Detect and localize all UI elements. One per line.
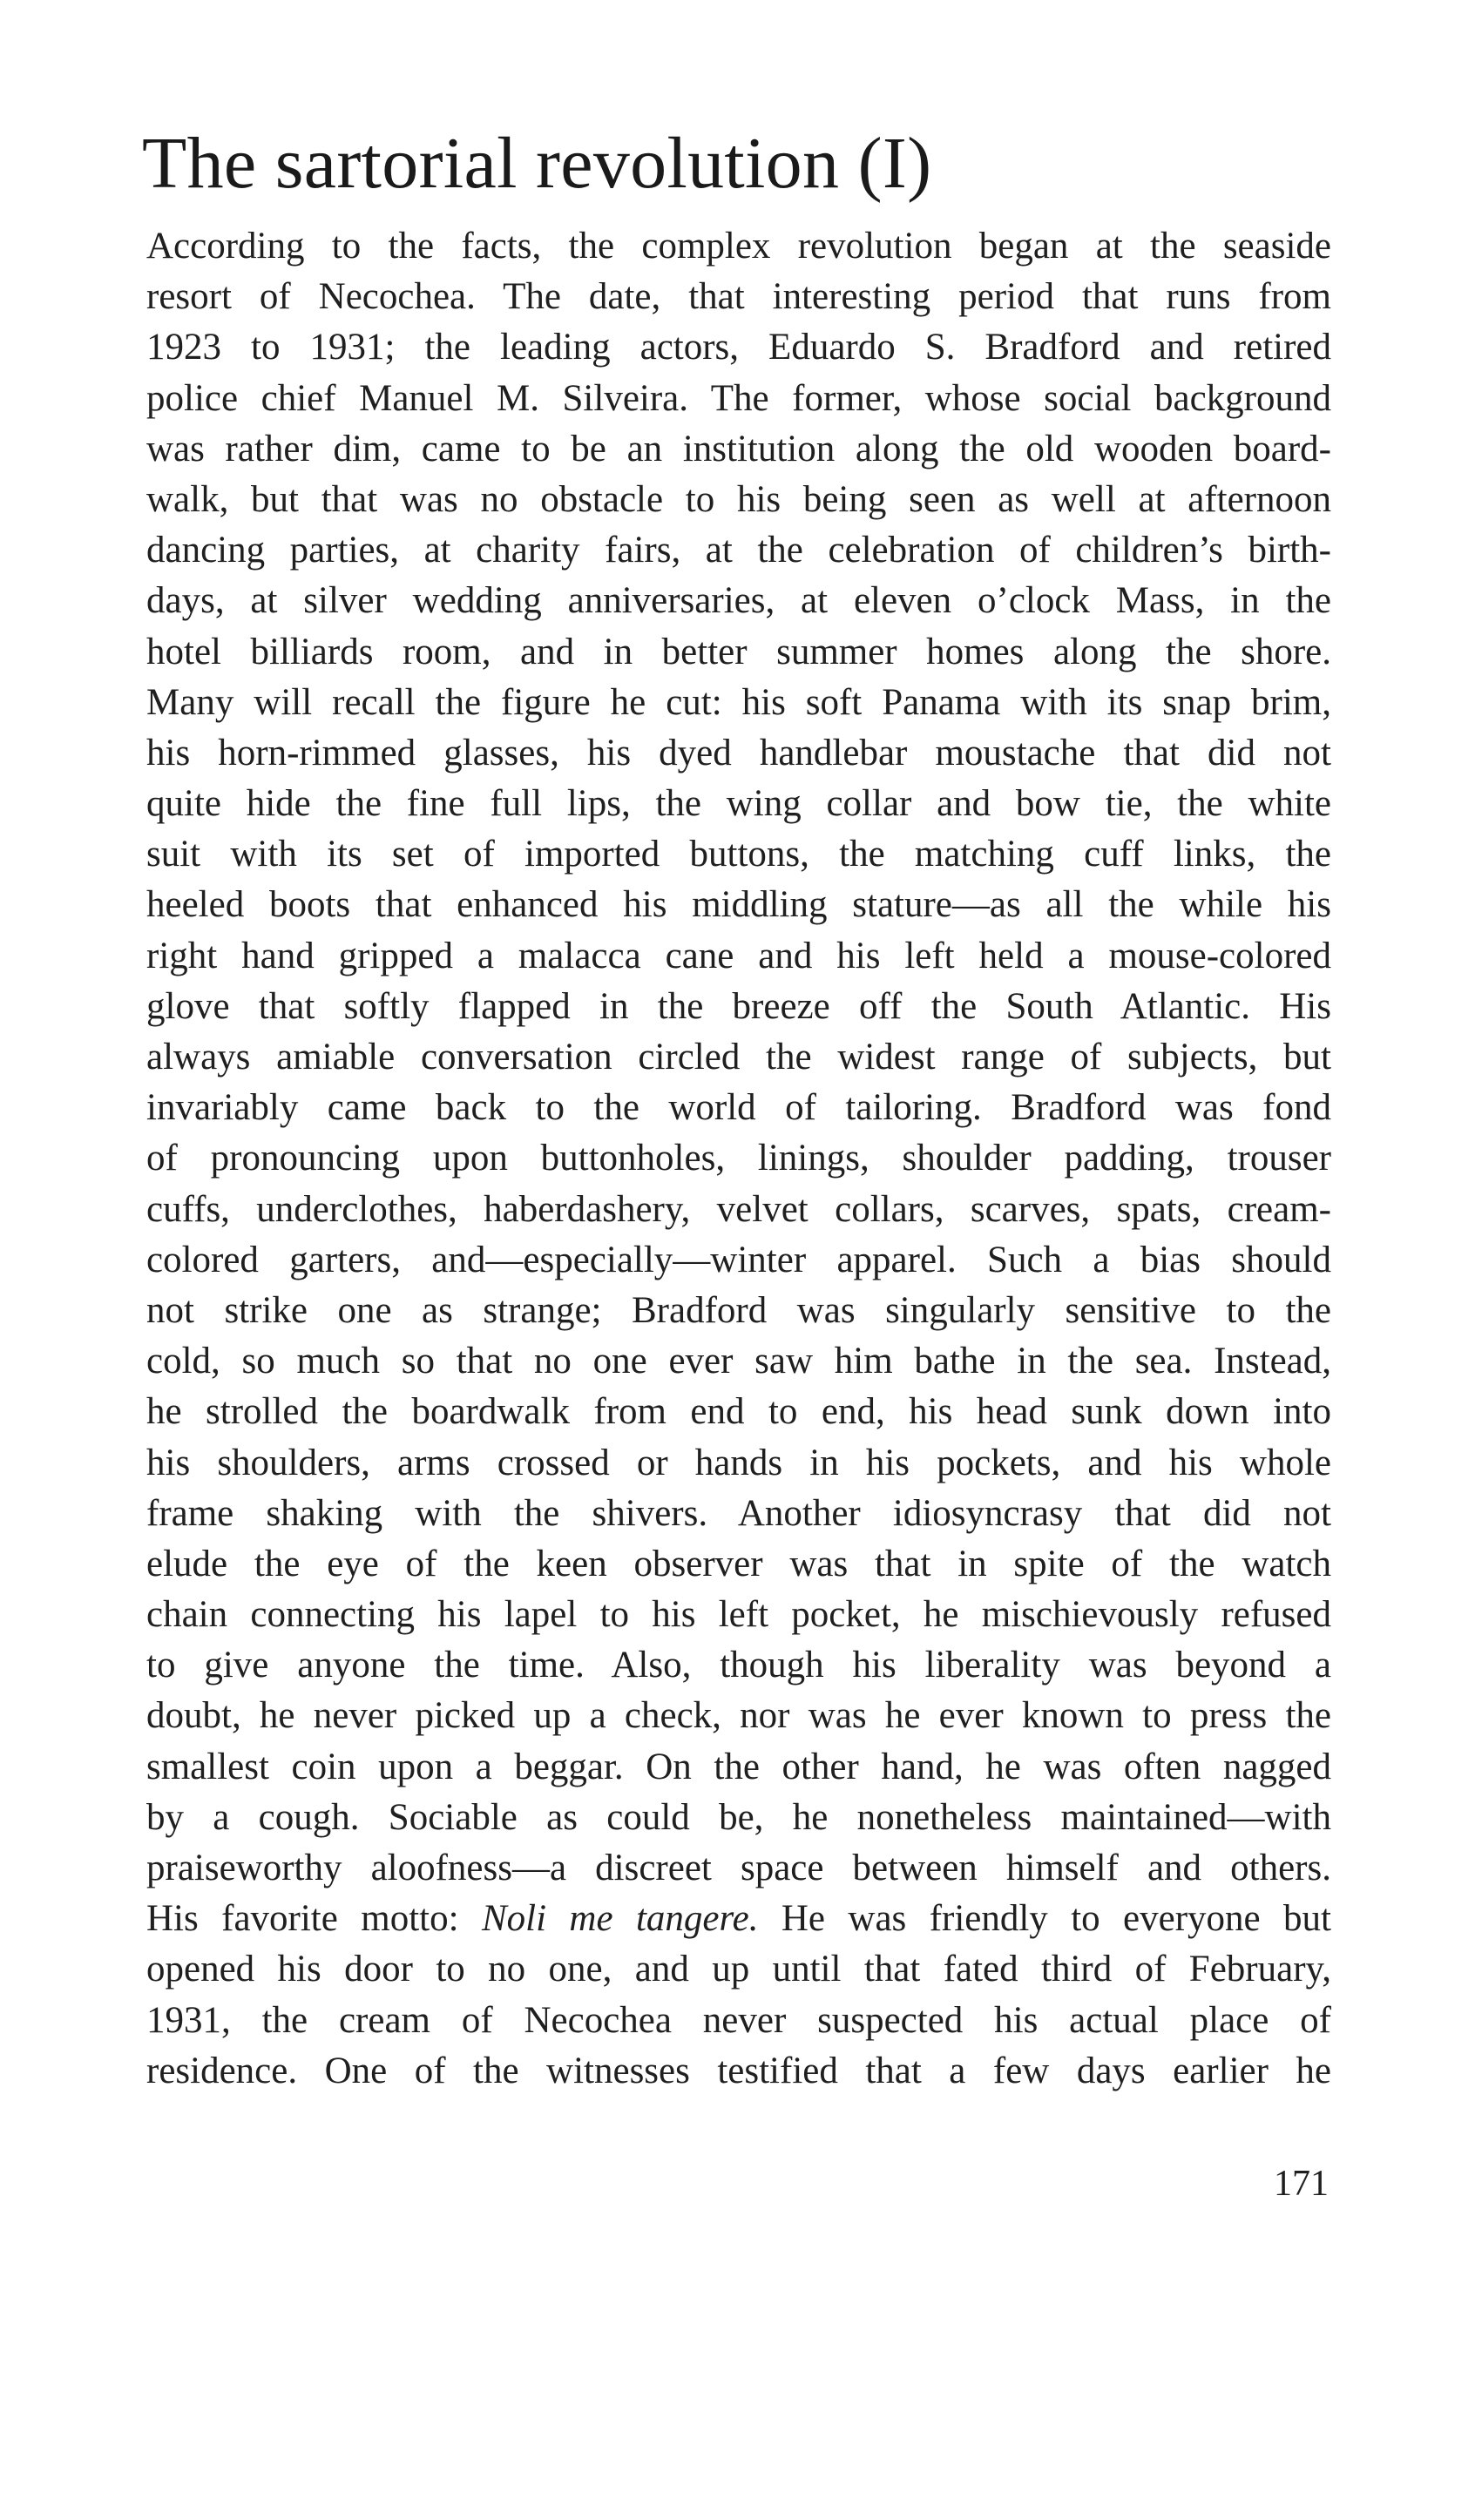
text-line: 1923 to 1931; the leading actors, Eduardo S. Bradford and retired: [146, 327, 1331, 368]
text-line: glove that softly flapped in the breeze off the South Atlantic. His: [146, 985, 1331, 1027]
body-text: [146, 221, 1331, 2097]
text-line: 1931, the cream of Necochea never suspected his actual place of: [146, 1999, 1331, 2041]
motto-continuation: He was friendly to everyone but: [758, 1898, 1331, 1940]
page-number: 171: [1274, 2164, 1329, 2204]
text-line: cuffs, underclothes, haberdashery, velvet collars, scarves, spats, cream-: [146, 1188, 1331, 1230]
text-line: his shoulders, arms crossed or hands in his pockets, and his whole: [146, 1442, 1331, 1483]
motto-lead-in: His favorite motto:: [146, 1898, 482, 1940]
text-line: heeled boots that enhanced his middling stature—as all the while his: [146, 884, 1331, 926]
text-line: of pronouncing upon buttonholes, linings, shoulder padding, trouser: [146, 1138, 1331, 1179]
text-line: invariably came back to the world of tailoring. Bradford was fond: [146, 1087, 1331, 1129]
text-line: doubt, he never picked up a check, nor was he ever known to press the: [146, 1695, 1331, 1737]
text-line: right hand gripped a malacca cane and his left held a mouse-colored: [146, 935, 1331, 976]
text-line: frame shaking with the shivers. Another idiosyncrasy that did not: [146, 1492, 1331, 1534]
text-line: colored garters, and—especially—winter apparel. Such a bias should: [146, 1239, 1331, 1280]
motto-latin: Noli me tangere.: [481, 1898, 759, 1940]
text-line: According to the facts, the complex revolution began at the seaside: [146, 226, 1331, 267]
text-line: always amiable conversation circled the widest range of subjects, but: [146, 1037, 1331, 1078]
text-line: not strike one as strange; Bradford was singularly sensitive to the: [146, 1289, 1331, 1331]
text-line: to give anyone the time. Also, though his liberality was beyond a: [146, 1645, 1331, 1686]
text-line: suit with its set of imported buttons, the matching cuff links, the: [146, 834, 1331, 875]
text-line: opened his door to no one, and up until that fated third of February,: [146, 1949, 1331, 1990]
text-line: chain connecting his lapel to his left pocket, he mischievously refused: [146, 1594, 1331, 1636]
text-line: he strolled the boardwalk from end to end, his head sunk down into: [146, 1391, 1331, 1433]
text-line: quite hide the fine full lips, the wing collar and bow tie, the white: [146, 783, 1331, 825]
text-line: walk, but that was no obstacle to his being seen as well at afternoon: [146, 478, 1331, 520]
text-line: smallest coin upon a beggar. On the other hand, he was often nagged: [146, 1746, 1331, 1787]
text-line: by a cough. Sociable as could be, he nonetheless maintained—with: [146, 1796, 1331, 1838]
chapter-title: The sartorial revolution (I): [142, 123, 932, 204]
text-line: hotel billiards room, and in better summer homes along the shore.: [146, 631, 1331, 672]
text-line: resort of Necochea. The date, that interesting period that runs from: [146, 276, 1331, 318]
text-line: was rather dim, came to be an institution along the old wooden board-: [146, 428, 1331, 470]
text-line: days, at silver wedding anniversaries, at eleven o’clock Mass, in the: [146, 580, 1331, 622]
text-line: praiseworthy aloofness—a discreet space between himself and others.: [146, 1848, 1331, 1888]
text-line-with-motto: [146, 1894, 1331, 1944]
text-line: cold, so much so that no one ever saw him bathe in the sea. Instead,: [146, 1341, 1331, 1382]
text-line: elude the eye of the keen observer was that in spite of the watch: [146, 1543, 1331, 1584]
text-line: Many will recall the figure he cut: his soft Panama with its snap brim,: [146, 681, 1331, 723]
text-line: police chief Manuel M. Silveira. The former, whose social background: [146, 377, 1331, 419]
text-line: dancing parties, at charity fairs, at the celebration of children’s birth-: [146, 530, 1331, 571]
text-line: residence. One of the witnesses testified that a few days earlier he: [146, 2050, 1331, 2091]
text-line: his horn-rimmed glasses, his dyed handlebar moustache that did not: [146, 732, 1331, 774]
